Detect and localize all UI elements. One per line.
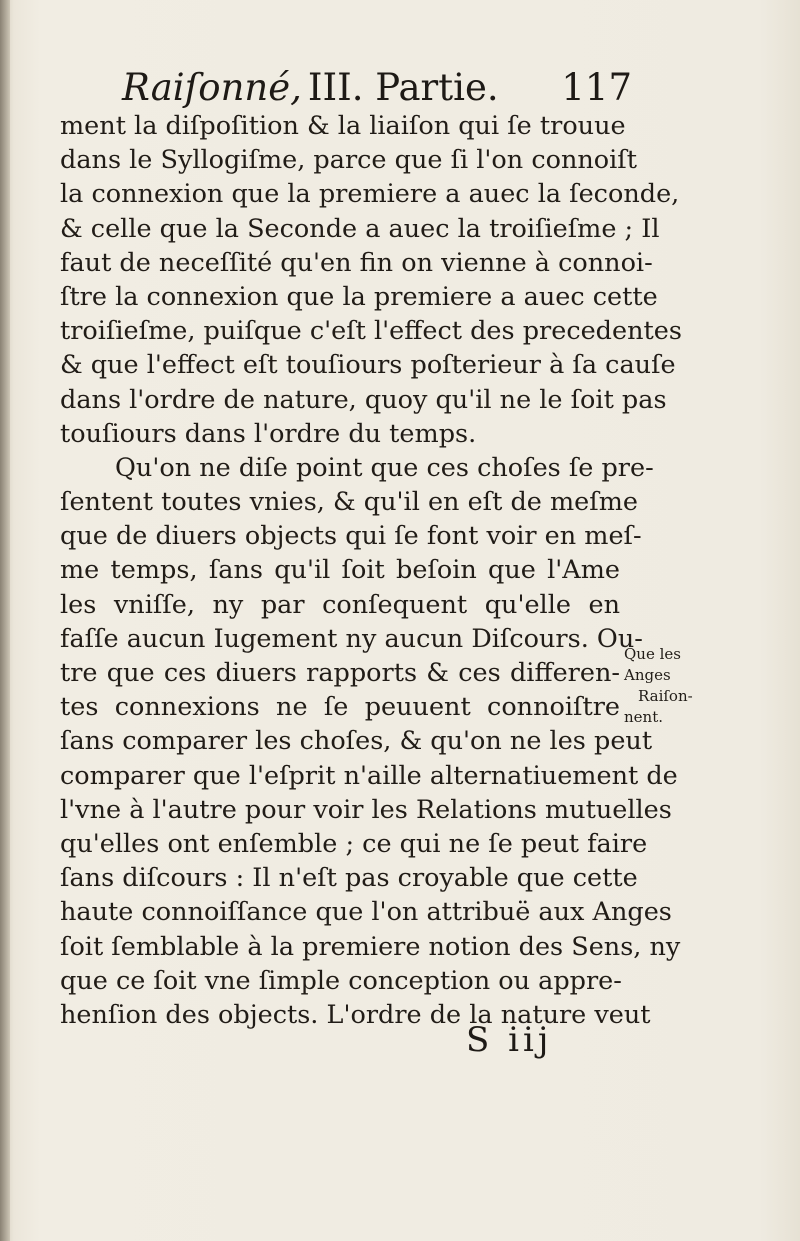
page-number: 117 — [561, 66, 632, 109]
text-line: ſans comparer les choſes, & qu'on ne les peut — [60, 726, 653, 757]
text-line: & celle que la Seconde a auec la troiſieſme ; Il — [60, 213, 660, 244]
text-line: les vniſſe, ny par conſequent qu'elle en — [60, 589, 620, 620]
text-line: Qu'on ne diſe point que ces choſes ſe pre- — [115, 452, 654, 483]
running-head-title: Raiſonné, — [122, 66, 302, 109]
text-line: tre que ces diuers rapports & ces differen- — [60, 658, 620, 688]
text-line: ſtre la connexion que la premiere a auec cette — [60, 281, 658, 312]
text-line: troiſieſme, puiſque c'eſt l'effect des precedentes — [60, 316, 682, 347]
margin-note — [624, 644, 704, 728]
text-line: & que l'effect eſt touſiours poſterieur à ſa cauſe — [60, 350, 676, 381]
text-line: faut de neceſſité qu'en fin on vienne à connoi- — [60, 247, 653, 278]
binding-shadow — [0, 0, 10, 1241]
text-line: l'vne à l'autre pour voir les Relations mutuelles — [60, 794, 672, 825]
text-line: tes connexions ne ſe peuuent connoiſtre — [60, 692, 620, 723]
text-line: touſiours dans l'ordre du temps. — [60, 418, 477, 449]
text-line: que ce ſoit vne ſimple conception ou appre- — [60, 965, 622, 996]
text-line: henſion des objects. L'ordre de la nature veut — [60, 999, 651, 1030]
margin-note-line: nent. — [624, 708, 663, 726]
text-line: qu'elles ont enſemble ; ce qui ne ſe peut faire — [60, 828, 648, 859]
text-line: me temps, ſans qu'il ſoit beſoin que l'Ame — [60, 555, 620, 586]
text-line: ſoit ſemblable à la premiere notion des Sens, ny — [60, 931, 681, 962]
text-line: ſans diſcours : Il n'eſt pas croyable que cette — [60, 863, 638, 894]
text-line: comparer que l'eſprit n'aille alternatiuement de — [60, 760, 678, 791]
text-line: ſentent toutes vnies, & qu'il en eſt de meſme — [60, 487, 638, 518]
text-line: la connexion que la premiere a auec la ſeconde, — [60, 179, 680, 210]
signature-mark: S iij — [466, 1020, 553, 1060]
running-head — [122, 60, 632, 116]
running-head-part: III. Partie. — [307, 66, 499, 109]
margin-note-line: Anges — [624, 666, 671, 684]
margin-note-line: Raiſon- — [638, 687, 693, 705]
text-line: dans le Syllogiſme, parce que ſi l'on connoiſt — [60, 145, 637, 176]
text-line: dans l'ordre de nature, quoy qu'il ne le ſoit pas — [60, 384, 667, 415]
margin-note-line: Que les — [624, 645, 681, 663]
text-line: faſſe aucun Iugement ny aucun Diſcours. Ou- — [60, 623, 643, 654]
text-line: ment la diſpoſition & la liaiſon qui ſe trouue — [60, 111, 626, 141]
text-line: haute connoiſſance que l'on attribuë aux Anges — [60, 897, 672, 928]
text-line: que de diuers objects qui ſe font voir en meſ- — [60, 521, 642, 552]
